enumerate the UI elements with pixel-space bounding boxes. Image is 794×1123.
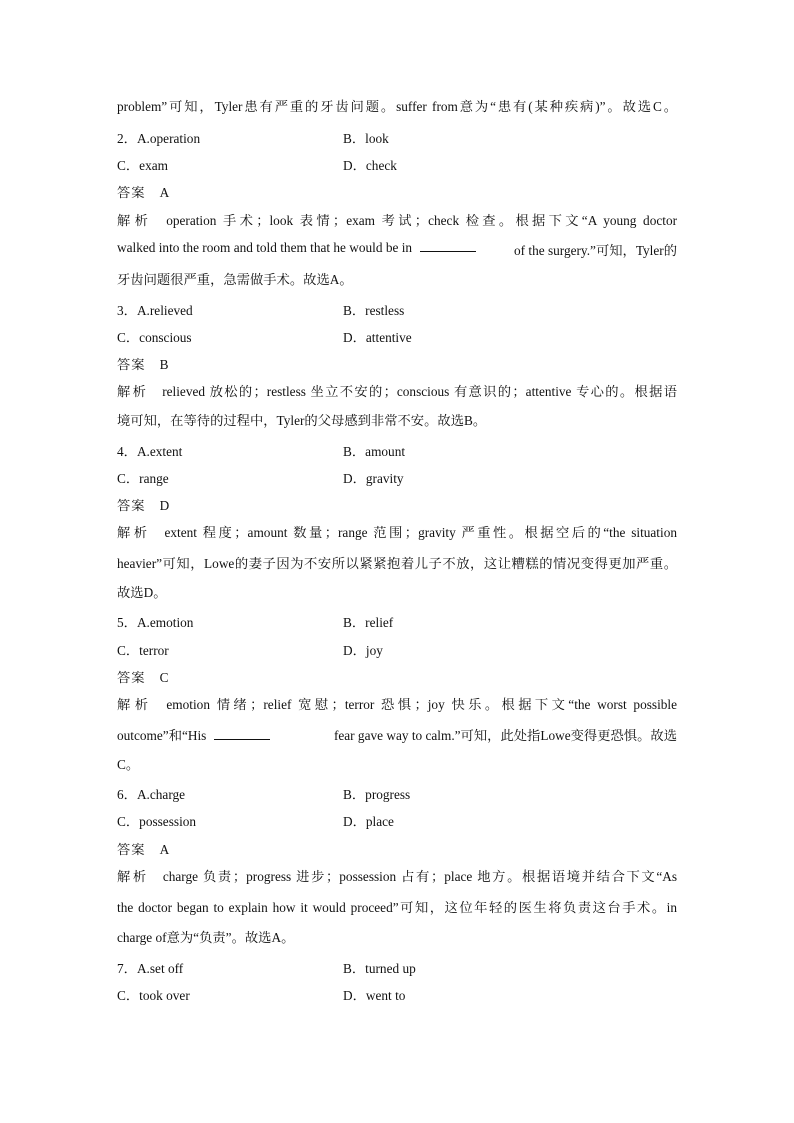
q4-answer	[117, 495, 169, 514]
q3-analysis-line2: 境可知，在等待的过程中，Tyler的父母感到非常不安。故选B。	[117, 413, 487, 428]
analysis-label: 解析	[117, 525, 151, 540]
q5-answer	[117, 667, 168, 686]
q3-option-b: B．restless	[343, 303, 405, 318]
answer-label: 答案	[117, 185, 146, 200]
q7-option-a: 7．A.set off	[117, 961, 184, 976]
q5-analysis-line3: C。	[117, 757, 140, 772]
q4-option-a: 4．A.extent	[117, 444, 183, 459]
answer-label: 答案	[117, 357, 146, 372]
q5-analysis-line2: outcome”和“His fear gave way to calm.”可知，此处指Lowe变得更恐惧。故选	[117, 728, 677, 743]
q7-option-d: D．went to	[343, 988, 406, 1003]
analysis-label: 解析	[117, 384, 149, 399]
q3-option-c: C．conscious	[117, 330, 192, 345]
q2-analysis-line1: 解析 operation 手术；look 表情；exam 考试；check 检查。根据下文“A young doctor	[117, 213, 678, 228]
q2-option-d: D．check	[343, 158, 397, 173]
q6-option-b: B．progress	[343, 787, 411, 802]
q3-answer	[117, 354, 168, 373]
answer-label: 答案	[117, 842, 146, 857]
answer-value: C	[159, 670, 169, 685]
q4-option-d: D．gravity	[343, 471, 404, 486]
analysis-label: 解析	[117, 697, 153, 712]
q3-option-d: D．attentive	[343, 330, 412, 345]
q6-analysis-line2: the doctor began to explain how it would proceed”可知，这位年轻的医生将负责这台手术。in	[117, 900, 677, 915]
q4-analysis-line3: 故选D。	[117, 585, 167, 600]
answer-label: 答案	[117, 498, 146, 513]
q3-option-a: 3．A.relieved	[117, 303, 193, 318]
q3-analysis-line1: 解析 relieved 放松的；restless 坐立不安的；conscious 有意识的；attentive 专心的。根据语	[117, 384, 678, 399]
q4-analysis-line1: 解析 extent 程度；amount 数量；range 范围；gravity 严重性。根据空后的“the situation	[117, 525, 677, 540]
q2-option-a: 2．A.operation	[117, 131, 201, 146]
answer-blank	[420, 241, 476, 252]
q4-analysis-line2: heavier”可知，Lowe的妻子因为不安所以紧紧抱着儿子不放，这让糟糕的情况变得更加严重。	[117, 556, 677, 571]
answer-value: B	[159, 357, 169, 372]
analysis-label: 解析	[117, 213, 153, 228]
q6-analysis-line1: 解析 charge 负责；progress 进步；possession 占有；place 地方。根据语境并结合下文“As	[117, 869, 678, 884]
q7-option-c: C．took over	[117, 988, 190, 1003]
q5-option-b: B．relief	[343, 615, 394, 630]
q2-answer	[117, 182, 169, 201]
q2-option-b: B．look	[343, 131, 389, 146]
q7-option-b: B．turned up	[343, 961, 416, 976]
q6-answer	[117, 839, 169, 858]
q5-option-a: 5．A.emotion	[117, 615, 194, 630]
q2-analysis-line2: walked into the room and told them that he would be in of the surgery.”可知，Tyler的	[117, 240, 677, 258]
q6-analysis-line3: charge of意为“负责”。故选A。	[117, 930, 295, 945]
q5-analysis-line1: 解析 emotion 情绪；relief 宽慰；terror 恐惧；joy 快乐。根据下文“the worst possible	[117, 697, 678, 712]
q5-option-d: D．joy	[343, 643, 383, 658]
q6-option-c: C．possession	[117, 814, 197, 829]
answer-blank	[214, 729, 270, 740]
q4-option-c: C．range	[117, 471, 169, 486]
analysis-label: 解析	[117, 869, 149, 884]
q5-option-c: C．terror	[117, 643, 169, 658]
q2-analysis-line3: 牙齿问题很严重，急需做手术。故选A。	[117, 272, 353, 287]
answer-label: 答案	[117, 670, 146, 685]
q6-option-d: D．place	[343, 814, 394, 829]
q6-option-a: 6．A.charge	[117, 787, 186, 802]
answer-value: D	[159, 498, 170, 513]
answer-value: A	[159, 185, 170, 200]
q2-option-c: C．exam	[117, 158, 168, 173]
answer-value: A	[159, 842, 170, 857]
intro-line: problem”可知，Tyler患有严重的牙齿问题。suffer from意为“患有(某种疾病)”。故选C。	[117, 99, 677, 114]
q4-option-b: B．amount	[343, 444, 406, 459]
